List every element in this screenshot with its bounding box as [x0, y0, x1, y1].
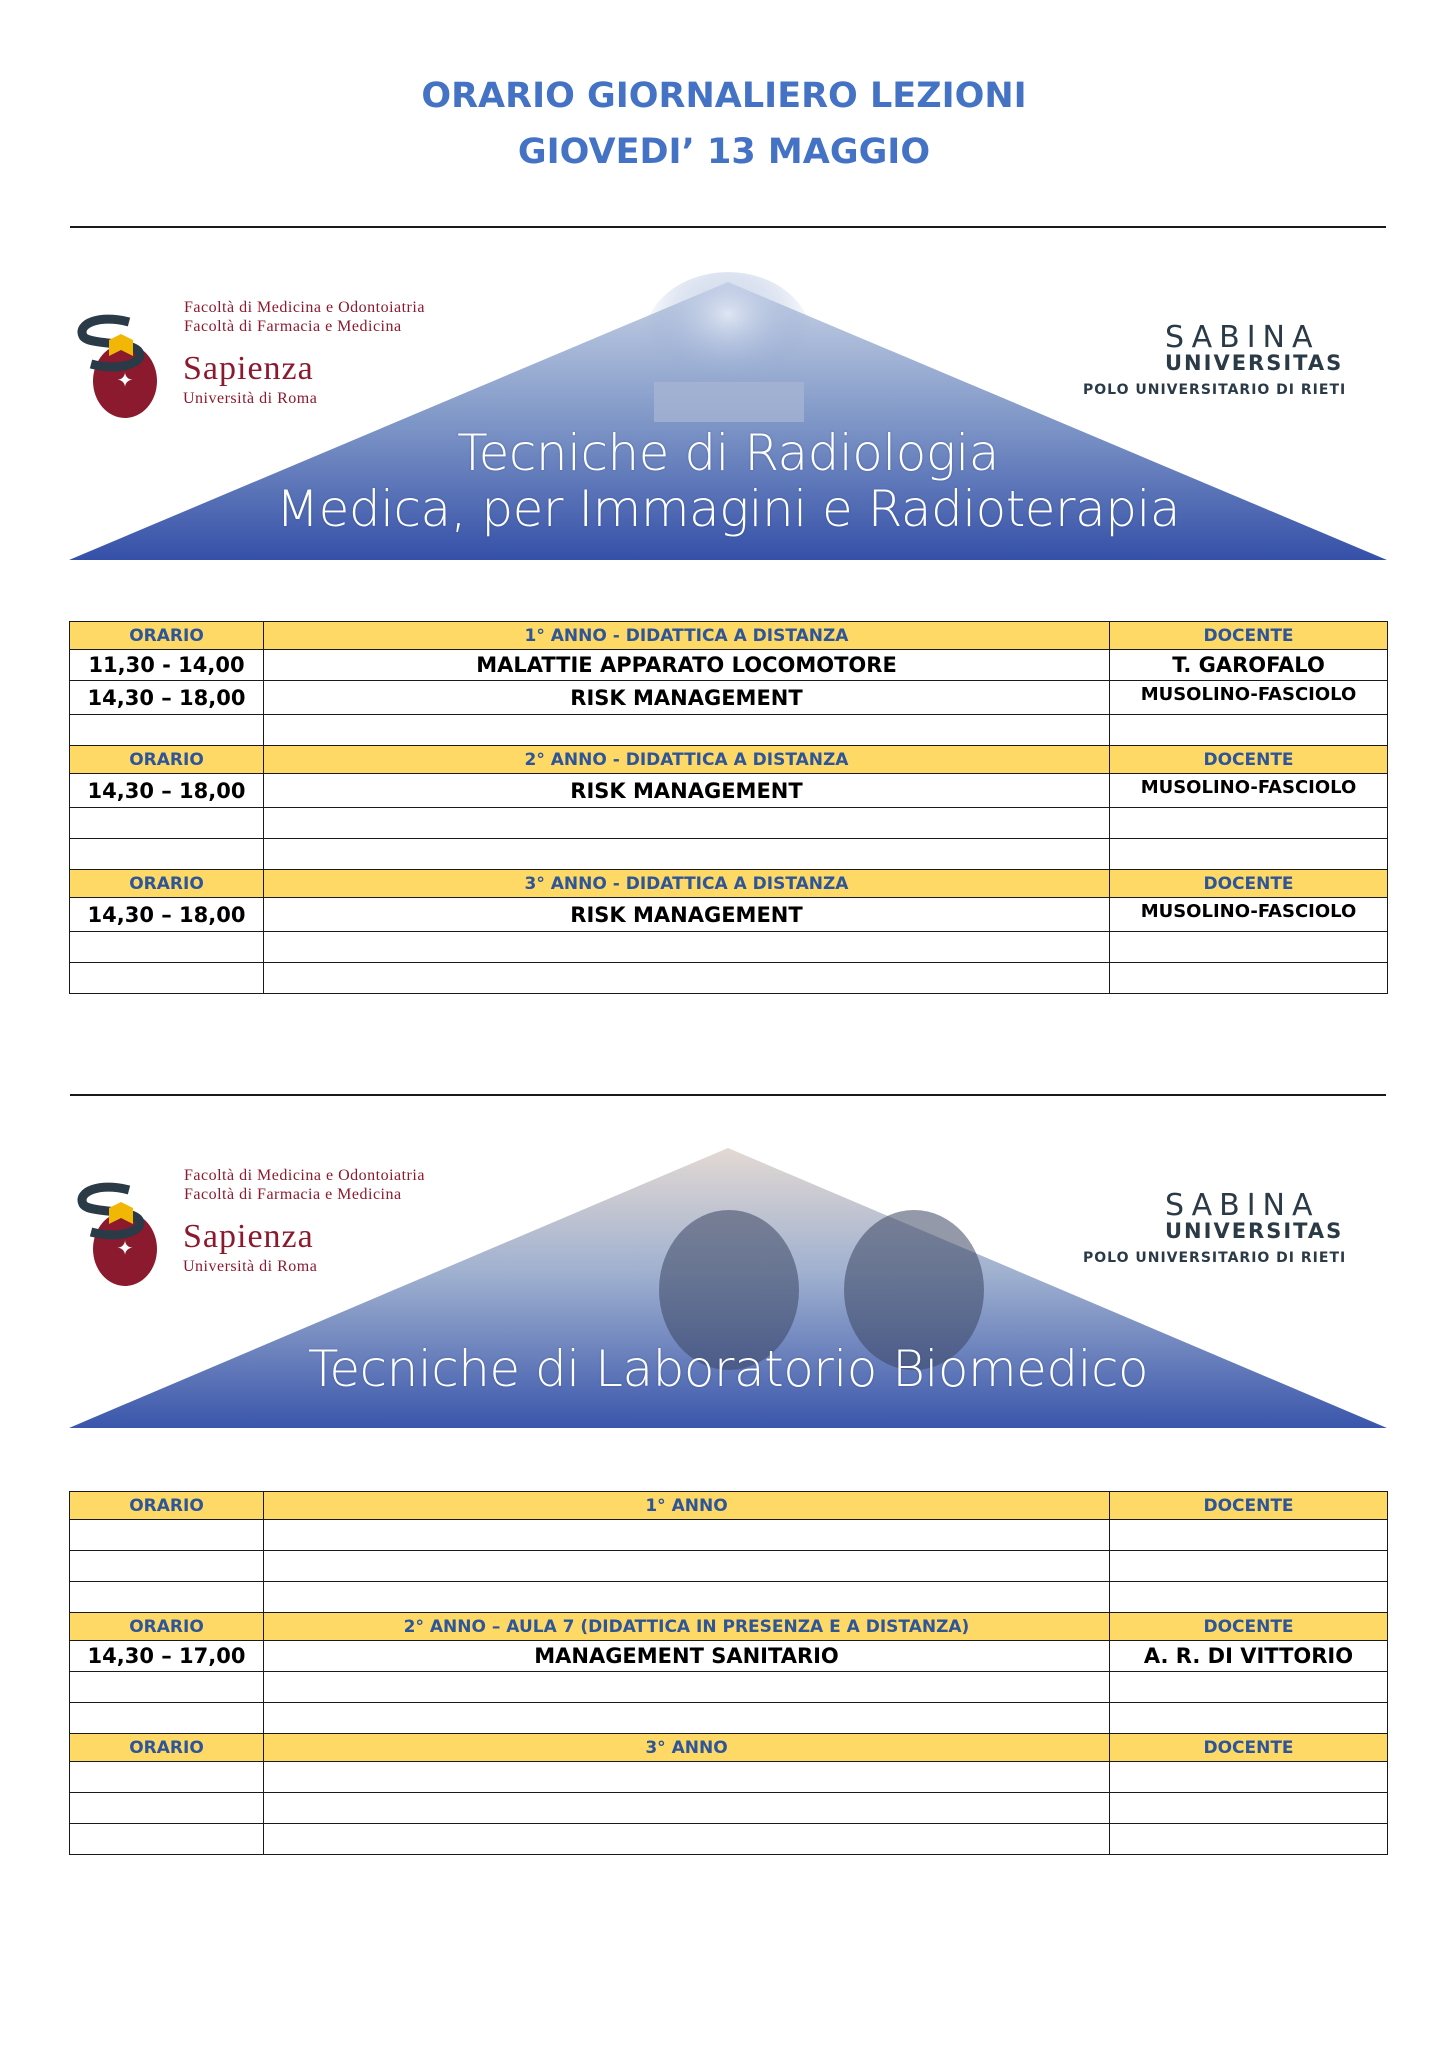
course-banner-laboratorio	[69, 1140, 1387, 1430]
cell-subject	[264, 1793, 1110, 1824]
table-row	[70, 1824, 1388, 1855]
table-row	[70, 715, 1388, 746]
faculty-line-2: Facoltà di Farmacia e Medicina	[184, 1186, 402, 1203]
cell-subject	[264, 1582, 1110, 1613]
sabina-polo: POLO UNIVERSITARIO DI RIETI	[1083, 382, 1347, 398]
faculty-line-1: Facoltà di Medicina e Odontoiatria	[184, 299, 425, 316]
cell-teacher	[1110, 808, 1388, 839]
table-row	[70, 1582, 1388, 1613]
table-row	[70, 774, 1388, 808]
schedule-table-radiologia	[69, 621, 1388, 994]
header-cell-orario: ORARIO	[70, 1734, 264, 1762]
cell-time: 11,30 - 14,00	[70, 650, 264, 681]
sapienza-seal-icon: ✦	[93, 1212, 157, 1286]
cell-teacher: MUSOLINO-FASCIOLO	[1110, 898, 1388, 932]
table-header-row	[70, 1613, 1388, 1641]
cell-subject	[264, 1703, 1110, 1734]
cell-time	[70, 1824, 264, 1855]
cell-teacher: T. GAROFALO	[1110, 650, 1388, 681]
sapienza-name: Sapienza	[183, 350, 314, 387]
cell-time	[70, 715, 264, 746]
page-title: ORARIO GIORNALIERO LEZIONI	[421, 76, 1027, 116]
table-row	[70, 1641, 1388, 1672]
header-cell-year: 3° ANNO - DIDATTICA A DISTANZA	[264, 870, 1110, 898]
cell-subject	[264, 1551, 1110, 1582]
table-row	[70, 932, 1388, 963]
sapienza-seal-icon: ✦	[93, 344, 157, 418]
table-row	[70, 650, 1388, 681]
table-row	[70, 898, 1388, 932]
header-cell-orario: ORARIO	[70, 870, 264, 898]
sapienza-subtitle: Università di Roma	[183, 390, 318, 407]
cell-time	[70, 963, 264, 994]
header-cell-docente: DOCENTE	[1110, 622, 1388, 650]
cell-time	[70, 1551, 264, 1582]
table-row	[70, 963, 1388, 994]
course-banner-radiologia	[69, 272, 1387, 562]
course-title: Tecniche di Laboratorio Biomedico	[307, 1340, 1149, 1398]
cell-time: 14,30 – 18,00	[70, 774, 264, 808]
table-header-row	[70, 746, 1388, 774]
cell-time	[70, 839, 264, 870]
table-row	[70, 1703, 1388, 1734]
cell-subject	[264, 1672, 1110, 1703]
header-cell-docente: DOCENTE	[1110, 1734, 1388, 1762]
cell-teacher: MUSOLINO-FASCIOLO	[1110, 774, 1388, 808]
table-row	[70, 808, 1388, 839]
sabina-universitas: UNIVERSITAS	[1165, 351, 1344, 375]
cell-teacher	[1110, 839, 1388, 870]
cell-teacher	[1110, 1762, 1388, 1793]
header-cell-orario: ORARIO	[70, 746, 264, 774]
sabina-universitas: UNIVERSITAS	[1165, 1219, 1344, 1243]
header-cell-orario: ORARIO	[70, 1492, 264, 1520]
header-cell-docente: DOCENTE	[1110, 870, 1388, 898]
table-row	[70, 1793, 1388, 1824]
sapienza-name: Sapienza	[183, 1218, 314, 1255]
course-title-line-1: Tecniche di Radiologia	[457, 424, 999, 482]
cell-subject	[264, 1824, 1110, 1855]
header-cell-year: 2° ANNO – AULA 7 (DIDATTICA IN PRESENZA E A DISTANZA)	[264, 1613, 1110, 1641]
cell-teacher	[1110, 1703, 1388, 1734]
cell-subject: RISK MANAGEMENT	[264, 681, 1110, 715]
cell-time	[70, 932, 264, 963]
divider	[70, 226, 1386, 228]
faculty-line-2: Facoltà di Farmacia e Medicina	[184, 318, 402, 335]
cell-time	[70, 1582, 264, 1613]
cell-subject	[264, 839, 1110, 870]
table-header-row	[70, 870, 1388, 898]
header-cell-docente: DOCENTE	[1110, 746, 1388, 774]
faculty-line-1: Facoltà di Medicina e Odontoiatria	[184, 1167, 425, 1184]
page-subtitle-date: GIOVEDI’ 13 MAGGIO	[517, 132, 931, 172]
cell-subject: MANAGEMENT SANITARIO	[264, 1641, 1110, 1672]
cell-time	[70, 1520, 264, 1551]
cell-time	[70, 1672, 264, 1703]
cell-teacher	[1110, 1824, 1388, 1855]
sabina-name: SABINA	[1165, 1188, 1320, 1223]
sabina-logo-icon	[69, 1182, 161, 1242]
header-cell-year: 1° ANNO	[264, 1492, 1110, 1520]
course-title-line-2: Medica, per Immagini e Radioterapia	[275, 480, 1181, 538]
table-row	[70, 681, 1388, 715]
cell-subject	[264, 1520, 1110, 1551]
cell-teacher	[1110, 1582, 1388, 1613]
cell-subject	[264, 963, 1110, 994]
cell-time	[70, 808, 264, 839]
schedule-table-laboratorio	[69, 1491, 1388, 1855]
cell-teacher	[1110, 963, 1388, 994]
header-cell-orario: ORARIO	[70, 622, 264, 650]
cell-time: 14,30 – 18,00	[70, 681, 264, 715]
table-header-row	[70, 1734, 1388, 1762]
divider	[70, 1094, 1386, 1096]
cell-time: 14,30 – 18,00	[70, 898, 264, 932]
cell-time: 14,30 – 17,00	[70, 1641, 264, 1672]
cell-time	[70, 1703, 264, 1734]
sapienza-subtitle: Università di Roma	[183, 1258, 318, 1275]
cell-teacher	[1110, 1520, 1388, 1551]
table-row	[70, 1520, 1388, 1551]
cell-teacher: A. R. DI VITTORIO	[1110, 1641, 1388, 1672]
table-row	[70, 839, 1388, 870]
sabina-polo: POLO UNIVERSITARIO DI RIETI	[1083, 1250, 1347, 1266]
header-cell-docente: DOCENTE	[1110, 1613, 1388, 1641]
cell-teacher	[1110, 715, 1388, 746]
cell-teacher	[1110, 1551, 1388, 1582]
cell-teacher: MUSOLINO-FASCIOLO	[1110, 681, 1388, 715]
header-cell-orario: ORARIO	[70, 1613, 264, 1641]
cell-subject	[264, 932, 1110, 963]
table-header-row	[70, 622, 1388, 650]
cell-subject: MALATTIE APPARATO LOCOMOTORE	[264, 650, 1110, 681]
table-header-row	[70, 1492, 1388, 1520]
cell-subject	[264, 1762, 1110, 1793]
cell-time	[70, 1762, 264, 1793]
header-cell-year: 3° ANNO	[264, 1734, 1110, 1762]
sabina-name: SABINA	[1165, 320, 1320, 355]
table-row	[70, 1672, 1388, 1703]
cell-teacher	[1110, 932, 1388, 963]
cell-time	[70, 1793, 264, 1824]
sabina-logo-icon	[69, 314, 161, 374]
cell-subject	[264, 808, 1110, 839]
cell-subject: RISK MANAGEMENT	[264, 898, 1110, 932]
cell-teacher	[1110, 1793, 1388, 1824]
table-row	[70, 1551, 1388, 1582]
header-cell-docente: DOCENTE	[1110, 1492, 1388, 1520]
cell-subject: RISK MANAGEMENT	[264, 774, 1110, 808]
header-cell-year: 1° ANNO - DIDATTICA A DISTANZA	[264, 622, 1110, 650]
cell-subject	[264, 715, 1110, 746]
table-row	[70, 1762, 1388, 1793]
header-cell-year: 2° ANNO - DIDATTICA A DISTANZA	[264, 746, 1110, 774]
cell-teacher	[1110, 1672, 1388, 1703]
